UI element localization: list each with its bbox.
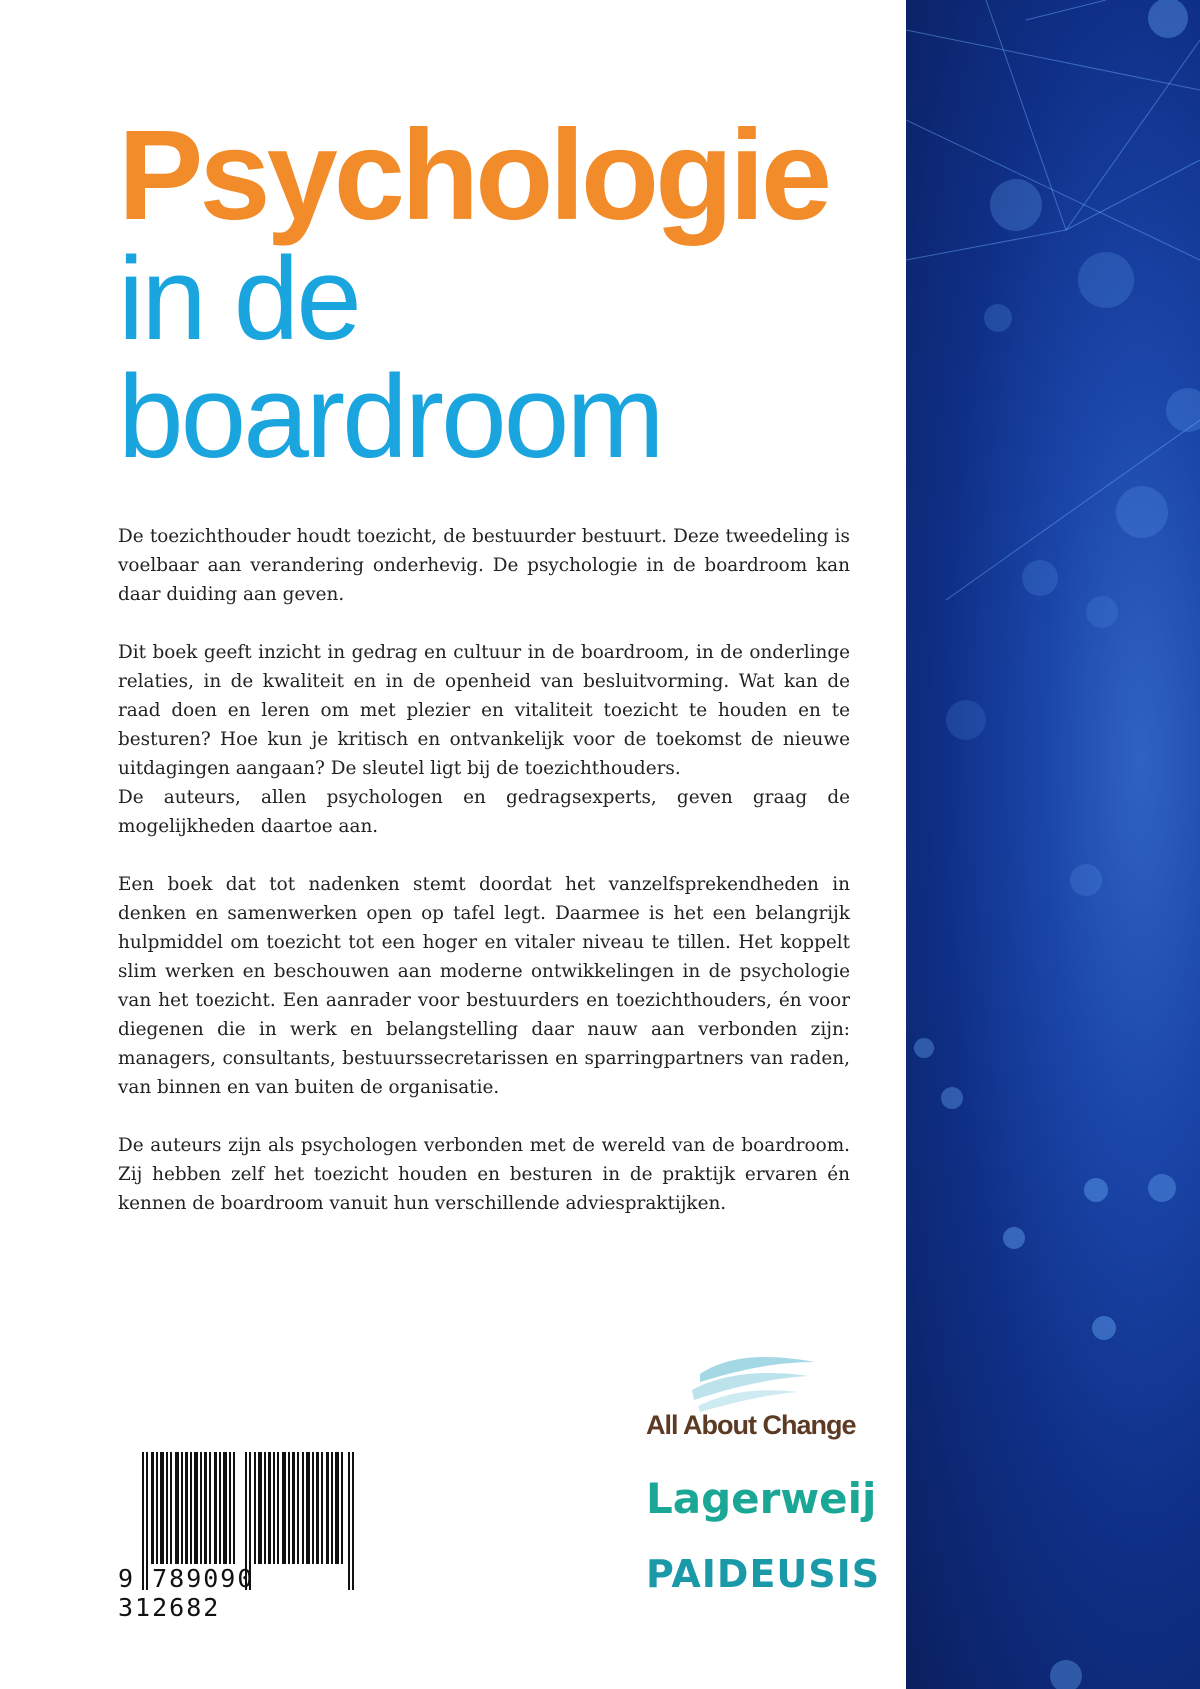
paideusis-logo: PAIDEUSIS: [646, 1552, 881, 1596]
isbn-number: 9 789090 312682: [118, 1564, 255, 1622]
network-bokeh-decoration: [906, 0, 1200, 1689]
blurb-paragraph-5: De auteurs zijn als psychologen verbonden met de wereld van de boardroom. Zij hebben zelf het toezicht houden en besturen in de praktijk ervaren én kennen de boardroom vanuit hun verschillende adviespraktijken.: [118, 1135, 850, 1214]
isbn-barcode: [118, 1452, 358, 1622]
blurb-paragraph-4: Een boek dat tot nadenken stemt doordat het vanzelfsprekendheden in denken en samenwerken open op tafel legt. Daarmee is het een belangrijk hulpmiddel om toezicht tot een hoger en vitaler niveau te tillen. Het koppelt slim werken en beschouwen aan moderne ontwikkelingen in de psychologie van het toezicht. Een aanrader voor bestuurders en toezichthouders, én voor diegenen die in werk en belangstelling daar nauw aan verbonden zijn: managers, consultants, bestuurssecretarissen en sparringpartners van raden, van binnen en van buiten de organisatie.: [118, 874, 850, 1098]
blurb-paragraph-2: Dit boek geeft inzicht in gedrag en cultuur in de boardroom, in de onderlinge relaties, in de kwaliteit en in de openheid van besluitvorming. Wat kan de raad doen en leren om met plezier en vitaliteit toezicht te houden en te besturen? Hoe kun je kritisch en ontvankelijk voor de toekomst de nieuwe uitdagingen aangaan? De sleutel ligt bij de toezichthouders.: [118, 642, 850, 779]
book-title: [118, 104, 828, 483]
blurb-paragraph-3: De auteurs, allen psychologen en gedragsexperts, geven graag de mogelijkheden daartoe aan.: [118, 787, 850, 837]
blurb-text: [118, 522, 850, 1247]
title-boardroom: boardroom: [118, 351, 662, 483]
waves-icon: [690, 1354, 820, 1414]
blue-side-panel: [906, 0, 1200, 1689]
blurb-paragraph-1: De toezichthouder houdt toezicht, de bestuurder bestuurt. Deze tweedeling is voelbaar aan verandering onderhevig. De psychologie in de boardroom kan daar duiding aan geven.: [118, 526, 850, 605]
title-psychologie: Psychologie: [118, 104, 828, 247]
title-in-de: in de: [118, 233, 359, 365]
all-about-change-text: All About Change: [646, 1410, 856, 1440]
lagerweij-logo: Lagerweij: [646, 1474, 877, 1523]
